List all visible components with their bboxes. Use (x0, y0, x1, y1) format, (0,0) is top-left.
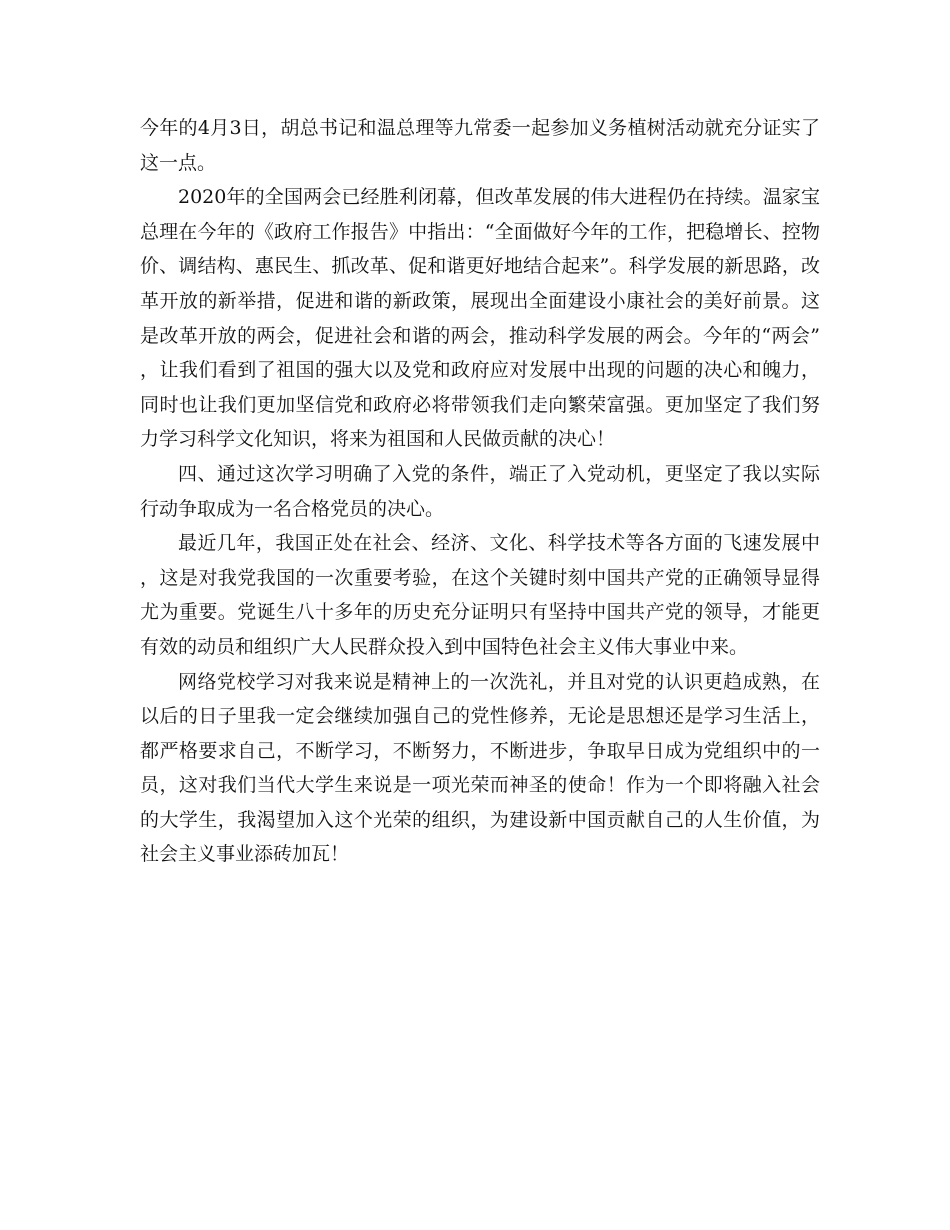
paragraph-continuation: 今年的4月3日，胡总书记和温总理等九常委一起参加义务植树活动就充分证实了这一点。 (140, 117, 820, 174)
paragraph-two-sessions: 2020年的全国两会已经胜利闭幕，但改革发展的伟大进程仍在持续。温家宝总理在今年的《政府工作报告》中指出：“全面做好今年的工作，把稳增长、控物价、调结构、惠民生、抓改革、促和谐更好地结合起来”。科学发展的新思路，改革开放的新举措，促进和谐的新政策，展现出全面建设小康社会的美好前景。这是改革开放的两会，促进社会和谐的两会，推动科学发展的两会。今年的“两会”，让我们看到了祖国的强大以及党和政府应对发展中出现的问题的决心和魄力，同时也让我们更加坚信党和政府必将带领我们走向繁荣富强。更加坚定了我们努力学习科学文化知识，将来为祖国和人民做贡献的决心！ (140, 186, 820, 451)
paragraph-conclusion: 网络党校学习对我来说是精神上的一次洗礼，并且对党的认识更趋成熟，在以后的日子里我一定会继续加强自己的党性修养，无论是思想还是学习生活上，都严格要求自己，不断学习，不断努力，不断进步，争取早日成为党组织中的一员，这对我们当代大学生来说是一项光荣而神圣的使命！作为一个即将融入社会的大学生，我渴望加入这个光荣的组织，为建设新中国贡献自己的人生价值，为社会主义事业添砖加瓦！ (140, 670, 820, 866)
paragraph-section-four: 四、通过这次学习明确了入党的条件，端正了入党动机，更坚定了我以实际行动争取成为一名合格党员的决心。 (140, 462, 820, 520)
document-body (140, 111, 820, 872)
paragraph-recent-years: 最近几年，我国正处在社会、经济、文化、科学技术等各方面的飞速发展中，这是对我党我国的一次重要考验，在这个关键时刻中国共产党的正确领导显得尤为重要。党诞生八十多年的历史充分证明只有坚持中国共产党的领导，才能更有效的动员和组织广大人民群众投入到中国特色社会主义伟大事业中来。 (140, 532, 820, 658)
